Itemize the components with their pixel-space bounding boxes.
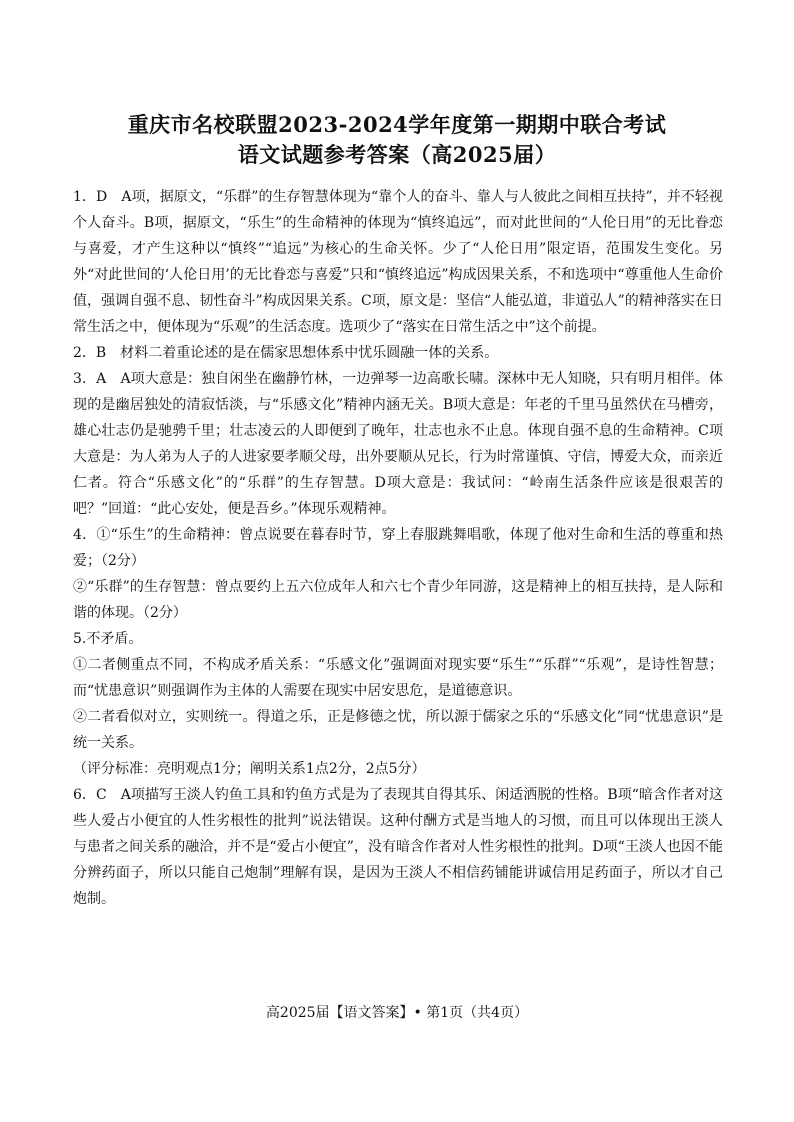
answer-6: 6．C A项描写王淡人钓鱼工具和钓鱼方式是为了表现其自得其乐、闲适洒脱的性格。B项“暗含作者对这些人爱占小便宜的人性劣根性的批判”说法错误。这种付酬方式是当地人的习惯，而且可以体现出王淡人与患者之间关系的融洽，并不是“爱占小便宜”，没有暗含作者对人性劣根性的批判。D项“王淡人也因不能分辨药面子，所以只能自己炮制”理解有误，是因为王淡人不相信药铺能讲诚信用足药面子，所以才自己炮制。 bbox=[73, 787, 723, 907]
page-footer: 高2025届【语文答案】• 第1页（共4页） bbox=[265, 1005, 529, 1021]
document-subtitle: 语文试题参考答案（高2025届） bbox=[237, 142, 557, 167]
answer-4-part-1: 4．①“乐生”的生命精神：曾点说要在暮春时节，穿上春服跳舞唱歌，体现了他对生命和生活的尊重和热爱；（2分） bbox=[73, 527, 723, 569]
answer-5-scoring: （评分标准：亮明观点1分；阐明关系1点2分，2点5分） bbox=[73, 761, 426, 777]
answer-5-point-1: ①二者侧重点不同，不构成矛盾关系：“乐感文化”强调面对现实要“乐生”“乐群”“乐观”，是诗性智慧；而“忧患意识”则强调作为主体的人需要在现实中居安思危，是道德意识。 bbox=[73, 657, 723, 699]
answer-3: 3．A A项大意是：独自闲坐在幽静竹林，一边弹琴一边高歌长啸。深林中无人知晓，只有明月相伴。体现的是幽居独处的清寂恬淡，与“乐感文化”精神内涵无关。B项大意是：年老的千里马虽然伏在马槽旁，雄心壮志仍是驰骋千里；壮志凌云的人即便到了晚年，壮志也永不止息。体现自强不息的生命精神。C项大意是：为人弟为人子的人进家要孝顺父母，出外要顺从兄长，行为时常谨慎、守信，博爱大众，而亲近仁者。符合“乐感文化”的“乐群”的生存智慧。D项大意是：我试问：“岭南生活条件应该是很艰苦的吧？”回道：“此心安处，便是吾乡。”体现乐观精神。 bbox=[73, 371, 723, 517]
answer-body bbox=[73, 184, 723, 912]
document-title: 重庆市名校联盟2023-2024学年度第一期期中联合考试 bbox=[127, 112, 667, 137]
answer-5-heading: 5.不矛盾。 bbox=[73, 631, 143, 647]
answer-5-point-2: ②二者看似对立，实则统一。得道之乐，正是修德之忧，所以源于儒家之乐的“乐感文化”同“忧患意识”是统一关系。 bbox=[73, 709, 723, 751]
answer-4-part-2: ②“乐群”的生存智慧：曾点要约上五六位成年人和六七个青少年同游，这是精神上的相互扶持，是人际和谐的体现。（2分） bbox=[73, 579, 723, 621]
answer-2: 2．B 材料二着重论述的是在儒家思想体系中忧乐圆融一体的关系。 bbox=[73, 345, 499, 361]
answer-1: 1．D A项，据原文，“乐群”的生存智慧体现为“靠个人的奋斗、靠人与人彼此之间相互扶持”，并不轻视个人奋斗。B项，据原文，“乐生”的生命精神的体现为“慎终追远”，而对此世间的“人伦日用”的无比眷恋与喜爱，才产生这种以“慎终”“追远”为核心的生命关怀。少了“人伦日用”限定语，范围发生变化。另外“对此世间的‘人伦日用’的无比眷恋与喜爱”只和“慎终追远”构成因果关系，不和选项中“尊重他人生命价值，强调自强不息、韧性奋斗”构成因果关系。C项，原文是：坚信“人能弘道，非道弘人”的精神落实在日常生活之中，便体现为“乐观”的生活态度。选项少了“落实在日常生活之中”这个前提。 bbox=[73, 189, 723, 335]
